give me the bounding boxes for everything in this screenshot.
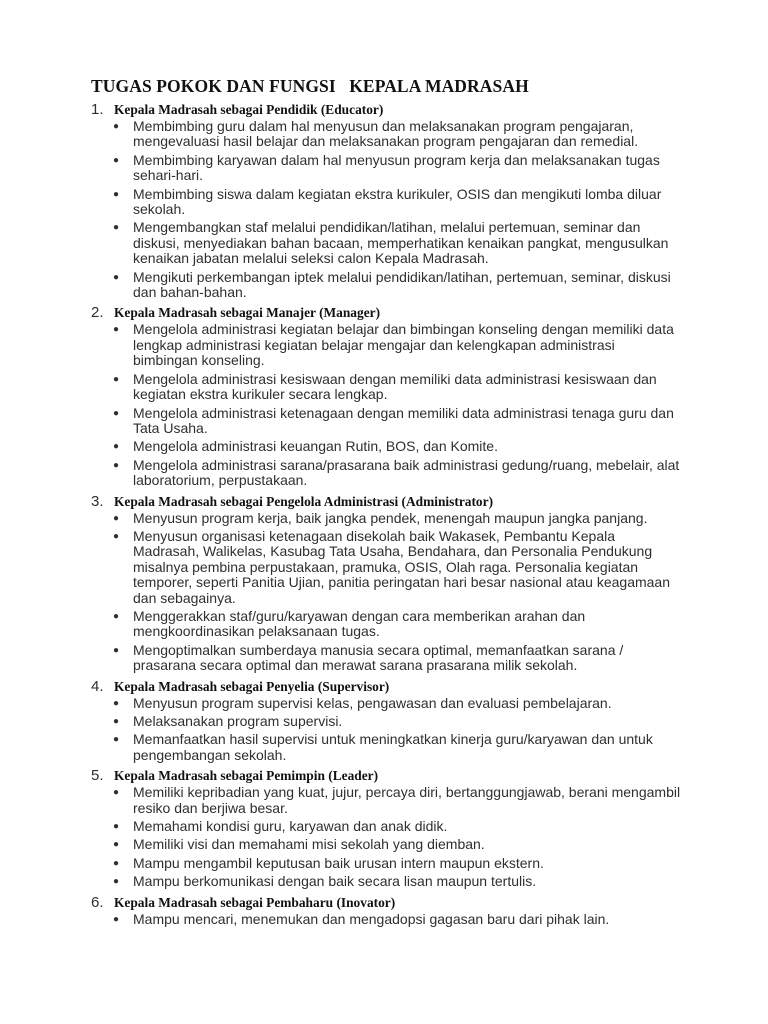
list-item-text: Mengoptimalkan sumberdaya manusia secara optimal, memanfaatkan sarana / prasarana secara optimal dan merawat sarana prasarana milik sekolah. bbox=[133, 641, 624, 674]
bullet-icon: ● bbox=[112, 610, 120, 622]
list-item bbox=[91, 322, 691, 368]
section-number: 3. bbox=[91, 492, 104, 510]
document-body bbox=[91, 76, 691, 931]
list-item-text: Menyusun organisasi ketenagaan disekolah baik Wakasek, Pembantu Kepala Madrasah, Walikelas, Kasubag Tata Usaha, Bendahara, dan Personalia Pendukung misalnya pembina perpustakaan, pramuka, OSIS, Olah raga. Personalia kegiatan temporer, seperti Panitia Ujian, panitia peringatan hari besar nasional atau keagamaan dan sebagainya. bbox=[133, 527, 671, 606]
section-title: Kepala Madrasah sebagai Manajer (Manager) bbox=[114, 305, 381, 321]
list-item bbox=[91, 187, 691, 218]
section-number: 4. bbox=[91, 677, 104, 695]
bullet-icon: ● bbox=[112, 530, 120, 542]
list-item bbox=[91, 785, 691, 816]
list-item-text: Memanfaatkan hasil supervisi untuk meningkatkan kinerja guru/karyawan dan untuk pengembangan sekolah. bbox=[133, 731, 653, 763]
list-item bbox=[91, 458, 691, 489]
list-item-text: Mengikuti perkembangan iptek melalui pendidikan/latihan, pertemuan, seminar, diskusi dan bahan-bahan. bbox=[133, 268, 671, 301]
section-number: 2. bbox=[91, 304, 104, 322]
list-item bbox=[91, 220, 691, 266]
section bbox=[91, 101, 691, 300]
list-item-text: Membimbing siswa dalam kegiatan ekstra kurikuler, OSIS dan mengikuti lomba diluar sekolah. bbox=[133, 185, 662, 218]
bullet-list bbox=[91, 119, 691, 300]
list-item-text: Membimbing guru dalam hal menyusun dan melaksanakan program pengajaran, mengevaluasi hasil belajar dan melaksanakan program pengajaran dan remedial. bbox=[133, 118, 639, 150]
bullet-icon: ● bbox=[112, 441, 120, 453]
section-title: Kepala Madrasah sebagai Pengelola Administrasi (Administrator) bbox=[114, 493, 494, 509]
list-item bbox=[91, 439, 691, 454]
bullet-icon: ● bbox=[112, 407, 120, 419]
list-item-text: Mengelola administrasi sarana/prasarana baik administrasi gedung/ruang, mebelair, alat laboratorium, perpustakaan. bbox=[133, 456, 680, 489]
list-item-text: Melaksanakan program supervisi. bbox=[133, 713, 343, 729]
list-item bbox=[91, 819, 691, 834]
bullet-icon: ● bbox=[112, 839, 120, 851]
section-number: 6. bbox=[91, 893, 104, 911]
section-title: Kepala Madrasah sebagai Penyelia (Supervisor) bbox=[114, 678, 390, 694]
bullet-icon: ● bbox=[112, 373, 120, 385]
list-item bbox=[91, 511, 691, 526]
list-item-text: Mampu mencari, menemukan dan mengadopsi gagasan baru dari pihak lain. bbox=[133, 910, 610, 927]
bullet-icon: ● bbox=[112, 512, 120, 524]
list-item bbox=[91, 837, 691, 852]
bullet-list bbox=[91, 511, 691, 674]
list-item-text: Mengelola administrasi keuangan Rutin, BOS, dan Komite. bbox=[133, 438, 498, 455]
bullet-list bbox=[91, 912, 691, 927]
bullet-icon: ● bbox=[112, 121, 120, 132]
list-item bbox=[91, 529, 691, 606]
section-number: 5. bbox=[91, 767, 104, 785]
bullet-icon: ● bbox=[112, 644, 120, 656]
section-title: Kepala Madrasah sebagai Pemimpin (Leader) bbox=[114, 768, 379, 784]
bullet-icon: ● bbox=[112, 876, 120, 888]
list-item-text: Memiliki kepribadian yang kuat, jujur, percaya diri, bertanggungjawab, berani mengambil resiko dan berjiwa besar. bbox=[133, 784, 681, 816]
list-item bbox=[91, 119, 691, 150]
section-list bbox=[91, 101, 691, 927]
bullet-icon: ● bbox=[112, 154, 120, 166]
list-item bbox=[91, 372, 691, 403]
list-item-text: Mengembangkan staf melalui pendidikan/latihan, melalui pertemuan, seminar dan diskusi, menyediakan bahan bacaan, memperhatikan kenaikan pangkat, mengusulkan kenaikan jabatan melalui seleksi calon Kepala Madrasah. bbox=[133, 219, 669, 267]
list-item bbox=[91, 609, 691, 640]
section bbox=[91, 304, 691, 488]
section bbox=[91, 767, 691, 889]
section-heading bbox=[91, 894, 691, 911]
section bbox=[91, 894, 691, 927]
bullet-icon: ● bbox=[112, 271, 120, 283]
bullet-icon: ● bbox=[112, 857, 120, 869]
section-title: Kepala Madrasah sebagai Pendidik (Educator) bbox=[114, 102, 384, 117]
list-item bbox=[91, 153, 691, 184]
bullet-list bbox=[91, 696, 691, 764]
list-item-text: Menyusun program supervisi kelas, pengawasan dan evaluasi pembelajaran. bbox=[133, 694, 612, 711]
list-item bbox=[91, 406, 691, 437]
bullet-icon: ● bbox=[112, 697, 120, 709]
bullet-icon: ● bbox=[112, 459, 120, 471]
section-heading bbox=[91, 101, 691, 118]
section bbox=[91, 493, 691, 674]
list-item bbox=[91, 732, 691, 763]
bullet-icon: ● bbox=[112, 324, 120, 336]
list-item-text: Mampu mengambil keputusan baik urusan intern maupun ekstern. bbox=[133, 854, 544, 871]
bullet-icon: ● bbox=[112, 222, 120, 234]
list-item-text: Menyusun program kerja, baik jangka pendek, menengah maupun jangka panjang. bbox=[133, 509, 648, 526]
list-item bbox=[91, 912, 691, 927]
list-item-text: Mengelola administrasi ketenagaan dengan memiliki data administrasi tenaga guru dan Tata Usaha. bbox=[133, 404, 674, 436]
bullet-icon: ● bbox=[112, 188, 120, 200]
section bbox=[91, 678, 691, 764]
bullet-list bbox=[91, 785, 691, 889]
list-item-text: Mampu berkomunikasi dengan baik secara lisan maupun tertulis. bbox=[133, 873, 537, 890]
section-number: 1. bbox=[91, 101, 104, 118]
list-item-text: Mengelola administrasi kesiswaan dengan memiliki data administrasi kesiswaan dan kegiatan ekstra kurikuler secara lengkap. bbox=[133, 370, 657, 403]
list-item-text: Membimbing karyawan dalam hal menyusun program kerja dan melaksanakan tugas sehari-hari. bbox=[133, 151, 660, 184]
section-title: Kepala Madrasah sebagai Pembaharu (Inovator) bbox=[114, 894, 396, 910]
list-item-text: Mengelola administrasi kegiatan belajar dan bimbingan konseling dengan memiliki data lengkap administrasi kegiatan belajar mengajar dan kelengkapan administrasi bimbingan konseling. bbox=[133, 321, 674, 369]
list-item bbox=[91, 714, 691, 729]
bullet-icon: ● bbox=[112, 787, 120, 799]
section-heading bbox=[91, 678, 691, 695]
document-title: TUGAS POKOK DAN FUNGSI KEPALA MADRASAH bbox=[91, 76, 529, 96]
bullet-icon: ● bbox=[112, 821, 120, 833]
list-item bbox=[91, 696, 691, 711]
list-item bbox=[91, 856, 691, 871]
bullet-icon: ● bbox=[112, 913, 120, 925]
bullet-icon: ● bbox=[112, 734, 120, 746]
list-item bbox=[91, 270, 691, 301]
bullet-list bbox=[91, 322, 691, 488]
section-heading bbox=[91, 493, 691, 510]
list-item bbox=[91, 874, 691, 889]
list-item-text: Memiliki visi dan memahami misi sekolah yang diemban. bbox=[133, 836, 485, 853]
section-heading bbox=[91, 767, 691, 784]
list-item bbox=[91, 643, 691, 674]
bullet-icon: ● bbox=[112, 716, 120, 727]
section-heading bbox=[91, 304, 691, 321]
list-item-text: Menggerakkan staf/guru/karyawan dengan cara memberikan arahan dan mengkoordinasikan pelaksanaan tugas. bbox=[133, 607, 586, 640]
list-item-text: Memahami kondisi guru, karyawan dan anak didik. bbox=[133, 818, 448, 835]
